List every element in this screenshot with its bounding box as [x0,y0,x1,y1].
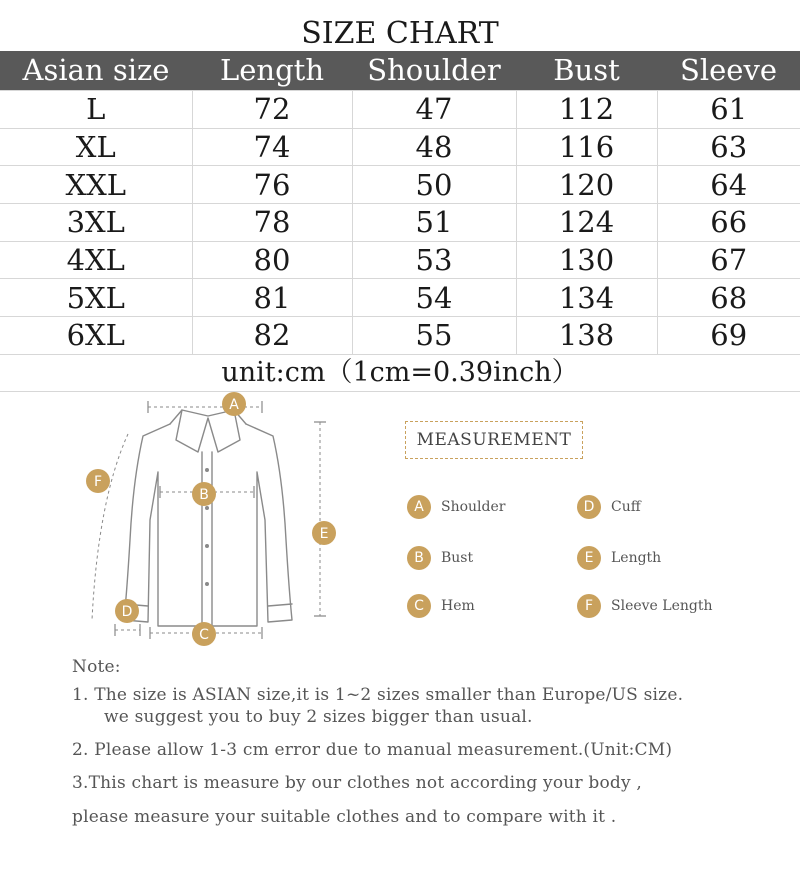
legend-label: Cuff [611,499,641,515]
cell-size: 4XL [0,241,192,279]
badge-e-label: E [319,526,329,542]
column-header-asian-size: Asian size [0,51,192,91]
badge-a-label: A [229,397,239,413]
badge-c-label: C [199,627,209,643]
cell-shoulder: 53 [352,241,516,279]
legend-item-bust [407,546,473,570]
column-header-sleeve: Sleeve [657,51,800,91]
cell-shoulder: 54 [352,279,516,317]
badge-b-label: B [199,487,209,503]
note-line: we suggest you to buy 2 sizes bigger than usual. [104,707,533,727]
cell-shoulder: 51 [352,204,516,242]
cell-shoulder: 48 [352,128,516,166]
legend-label: Sleeve Length [611,598,713,614]
cell-sleeve: 68 [657,279,800,317]
cell-shoulder: 47 [352,91,516,129]
note-line: 2. Please allow 1-3 cm error due to manual measurement.(Unit:CM) [72,740,673,760]
column-header-bust: Bust [516,51,657,91]
table-row [0,317,800,355]
table-row [0,91,800,129]
cell-bust: 120 [516,166,657,204]
measurement-title: MEASUREMENT [405,421,583,459]
cell-size: XXL [0,166,192,204]
cell-bust: 112 [516,91,657,129]
badge-e-icon: E [577,546,601,570]
cell-size: L [0,91,192,129]
column-header-shoulder: Shoulder [352,51,516,91]
cell-shoulder: 55 [352,317,516,355]
cell-length: 74 [192,128,352,166]
note-line: 3.This chart is measure by our clothes not according your body , [72,773,642,793]
cell-bust: 134 [516,279,657,317]
table-row [0,279,800,317]
legend-item-hem [407,594,475,618]
legend-label: Length [611,550,662,566]
cell-size: XL [0,128,192,166]
cell-bust: 116 [516,128,657,166]
cell-sleeve: 69 [657,317,800,355]
badge-a-icon: A [407,495,431,519]
cell-sleeve: 61 [657,91,800,129]
size-chart-table [0,51,800,355]
cell-size: 6XL [0,317,192,355]
badge-f-icon: F [577,594,601,618]
cell-length: 81 [192,279,352,317]
badge-b-icon: B [407,546,431,570]
cell-size: 3XL [0,204,192,242]
table-row [0,128,800,166]
table-header-row [0,51,800,91]
cell-bust: 130 [516,241,657,279]
notes-heading: Note: [72,657,121,677]
cell-bust: 138 [516,317,657,355]
legend-label: Hem [441,598,475,614]
cell-sleeve: 64 [657,166,800,204]
legend-item-shoulder [407,495,505,519]
table-row [0,204,800,242]
cell-size: 5XL [0,279,192,317]
badge-f-label: F [93,474,103,490]
cell-shoulder: 50 [352,166,516,204]
shirt-diagram [70,392,360,652]
cell-length: 80 [192,241,352,279]
cell-sleeve: 66 [657,204,800,242]
cell-length: 72 [192,91,352,129]
unit-note: unit:cm（1cm=0.39inch） [0,355,800,392]
table-row [0,166,800,204]
cell-length: 82 [192,317,352,355]
table-row [0,241,800,279]
legend-item-cuff [577,495,641,519]
badge-c-icon: C [407,594,431,618]
cell-length: 76 [192,166,352,204]
legend-item-sleeve-length [577,594,713,618]
cell-length: 78 [192,204,352,242]
note-line: 1. The size is ASIAN size,it is 1~2 sizes smaller than Europe/US size. [72,685,684,705]
note-line: please measure your suitable clothes and to compare with it . [72,807,617,827]
cell-sleeve: 67 [657,241,800,279]
badge-d-label: D [121,604,133,620]
page-title: SIZE CHART [301,16,499,51]
column-header-length: Length [192,51,352,91]
cell-sleeve: 63 [657,128,800,166]
cell-bust: 124 [516,204,657,242]
legend-label: Shoulder [441,499,506,515]
legend-label: Bust [441,550,474,566]
badge-d-icon: D [577,495,601,519]
legend-item-length [577,546,661,570]
